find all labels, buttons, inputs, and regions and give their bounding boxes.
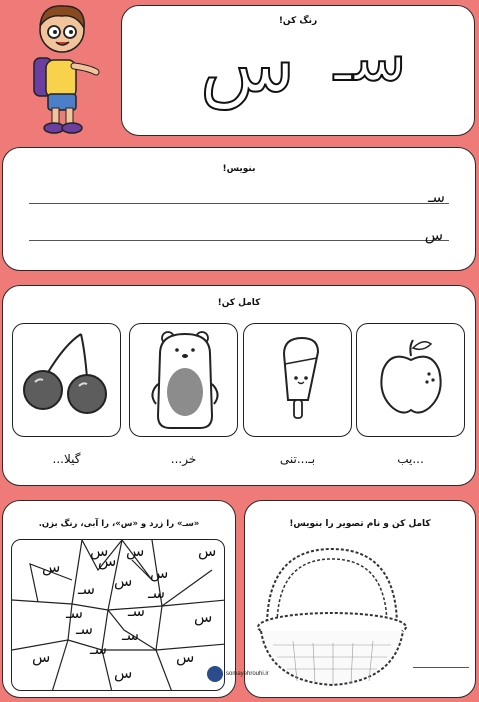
puzzle-cell[interactable]: سـ <box>78 580 95 598</box>
complete-panel <box>2 285 476 486</box>
write-panel <box>2 147 476 271</box>
write-title: بنویس! <box>222 164 256 174</box>
writing-line-1[interactable] <box>29 203 449 204</box>
puzzle-cell[interactable]: س <box>176 648 195 666</box>
puzzle-cell[interactable]: س <box>32 648 51 666</box>
letter-seen-initial[interactable]: سـ <box>334 22 407 96</box>
puzzle-cell[interactable]: س <box>114 664 133 682</box>
site-logo <box>206 665 224 683</box>
puzzle-cell[interactable]: سـ <box>122 626 139 644</box>
puzzle-cell[interactable]: س <box>194 608 213 626</box>
word-bear[interactable]: خر... <box>170 452 197 466</box>
card-apple <box>356 323 465 437</box>
puzzle-grid[interactable] <box>11 539 225 691</box>
card-popsicle <box>243 323 352 437</box>
color-puzzle-title: «سـ» را زرد و «س»، را آبی، رنگ بزن. <box>38 519 200 529</box>
complete-title: کامل کن! <box>217 298 261 308</box>
apple-icon <box>357 324 466 438</box>
puzzle-cell[interactable]: س <box>90 542 109 560</box>
write-row2-letter: س <box>424 226 443 244</box>
puzzle-cell[interactable]: سـ <box>76 620 93 638</box>
word-apple[interactable]: ...یب <box>397 452 424 466</box>
color-puzzle-panel <box>2 500 236 698</box>
card-bear <box>129 323 238 437</box>
card-cherry <box>12 323 121 437</box>
writing-line-2[interactable] <box>29 240 449 241</box>
word-cherry[interactable]: گیلا... <box>52 452 81 466</box>
basket-panel <box>244 500 476 698</box>
puzzle-cell[interactable]: سـ <box>128 602 145 620</box>
puzzle-cell[interactable]: سـ <box>90 640 107 658</box>
puzzle-cell[interactable]: س <box>42 558 61 576</box>
puzzle-cell[interactable]: س <box>126 542 145 560</box>
puzzle-cell[interactable]: س <box>98 552 117 570</box>
puzzle-cell[interactable]: س <box>198 542 217 560</box>
boy-illustration <box>14 0 114 140</box>
write-row1-letter: سـ <box>428 188 445 206</box>
bear-icon <box>130 324 239 438</box>
basket-icon <box>253 545 411 691</box>
puzzle-cell[interactable]: سـ <box>66 604 83 622</box>
word-popsicle[interactable]: بـ...تنی <box>279 452 316 466</box>
cherry-icon <box>13 324 122 438</box>
letter-seen-isolated[interactable]: س <box>200 20 296 110</box>
puzzle-cell[interactable]: سـ <box>148 584 165 602</box>
puzzle-cell[interactable]: س <box>114 572 133 590</box>
basket-answer-line[interactable] <box>413 667 469 668</box>
color-letter-panel <box>121 5 475 136</box>
popsicle-icon <box>244 324 353 438</box>
puzzle-cell[interactable]: س <box>150 564 169 582</box>
color-letter-title: رنگ کن! <box>278 16 318 26</box>
basket-title: کامل کن و نام تصویر را بنویس! <box>289 519 431 529</box>
footer-website[interactable]: somayehrouhi.ir <box>226 671 269 677</box>
